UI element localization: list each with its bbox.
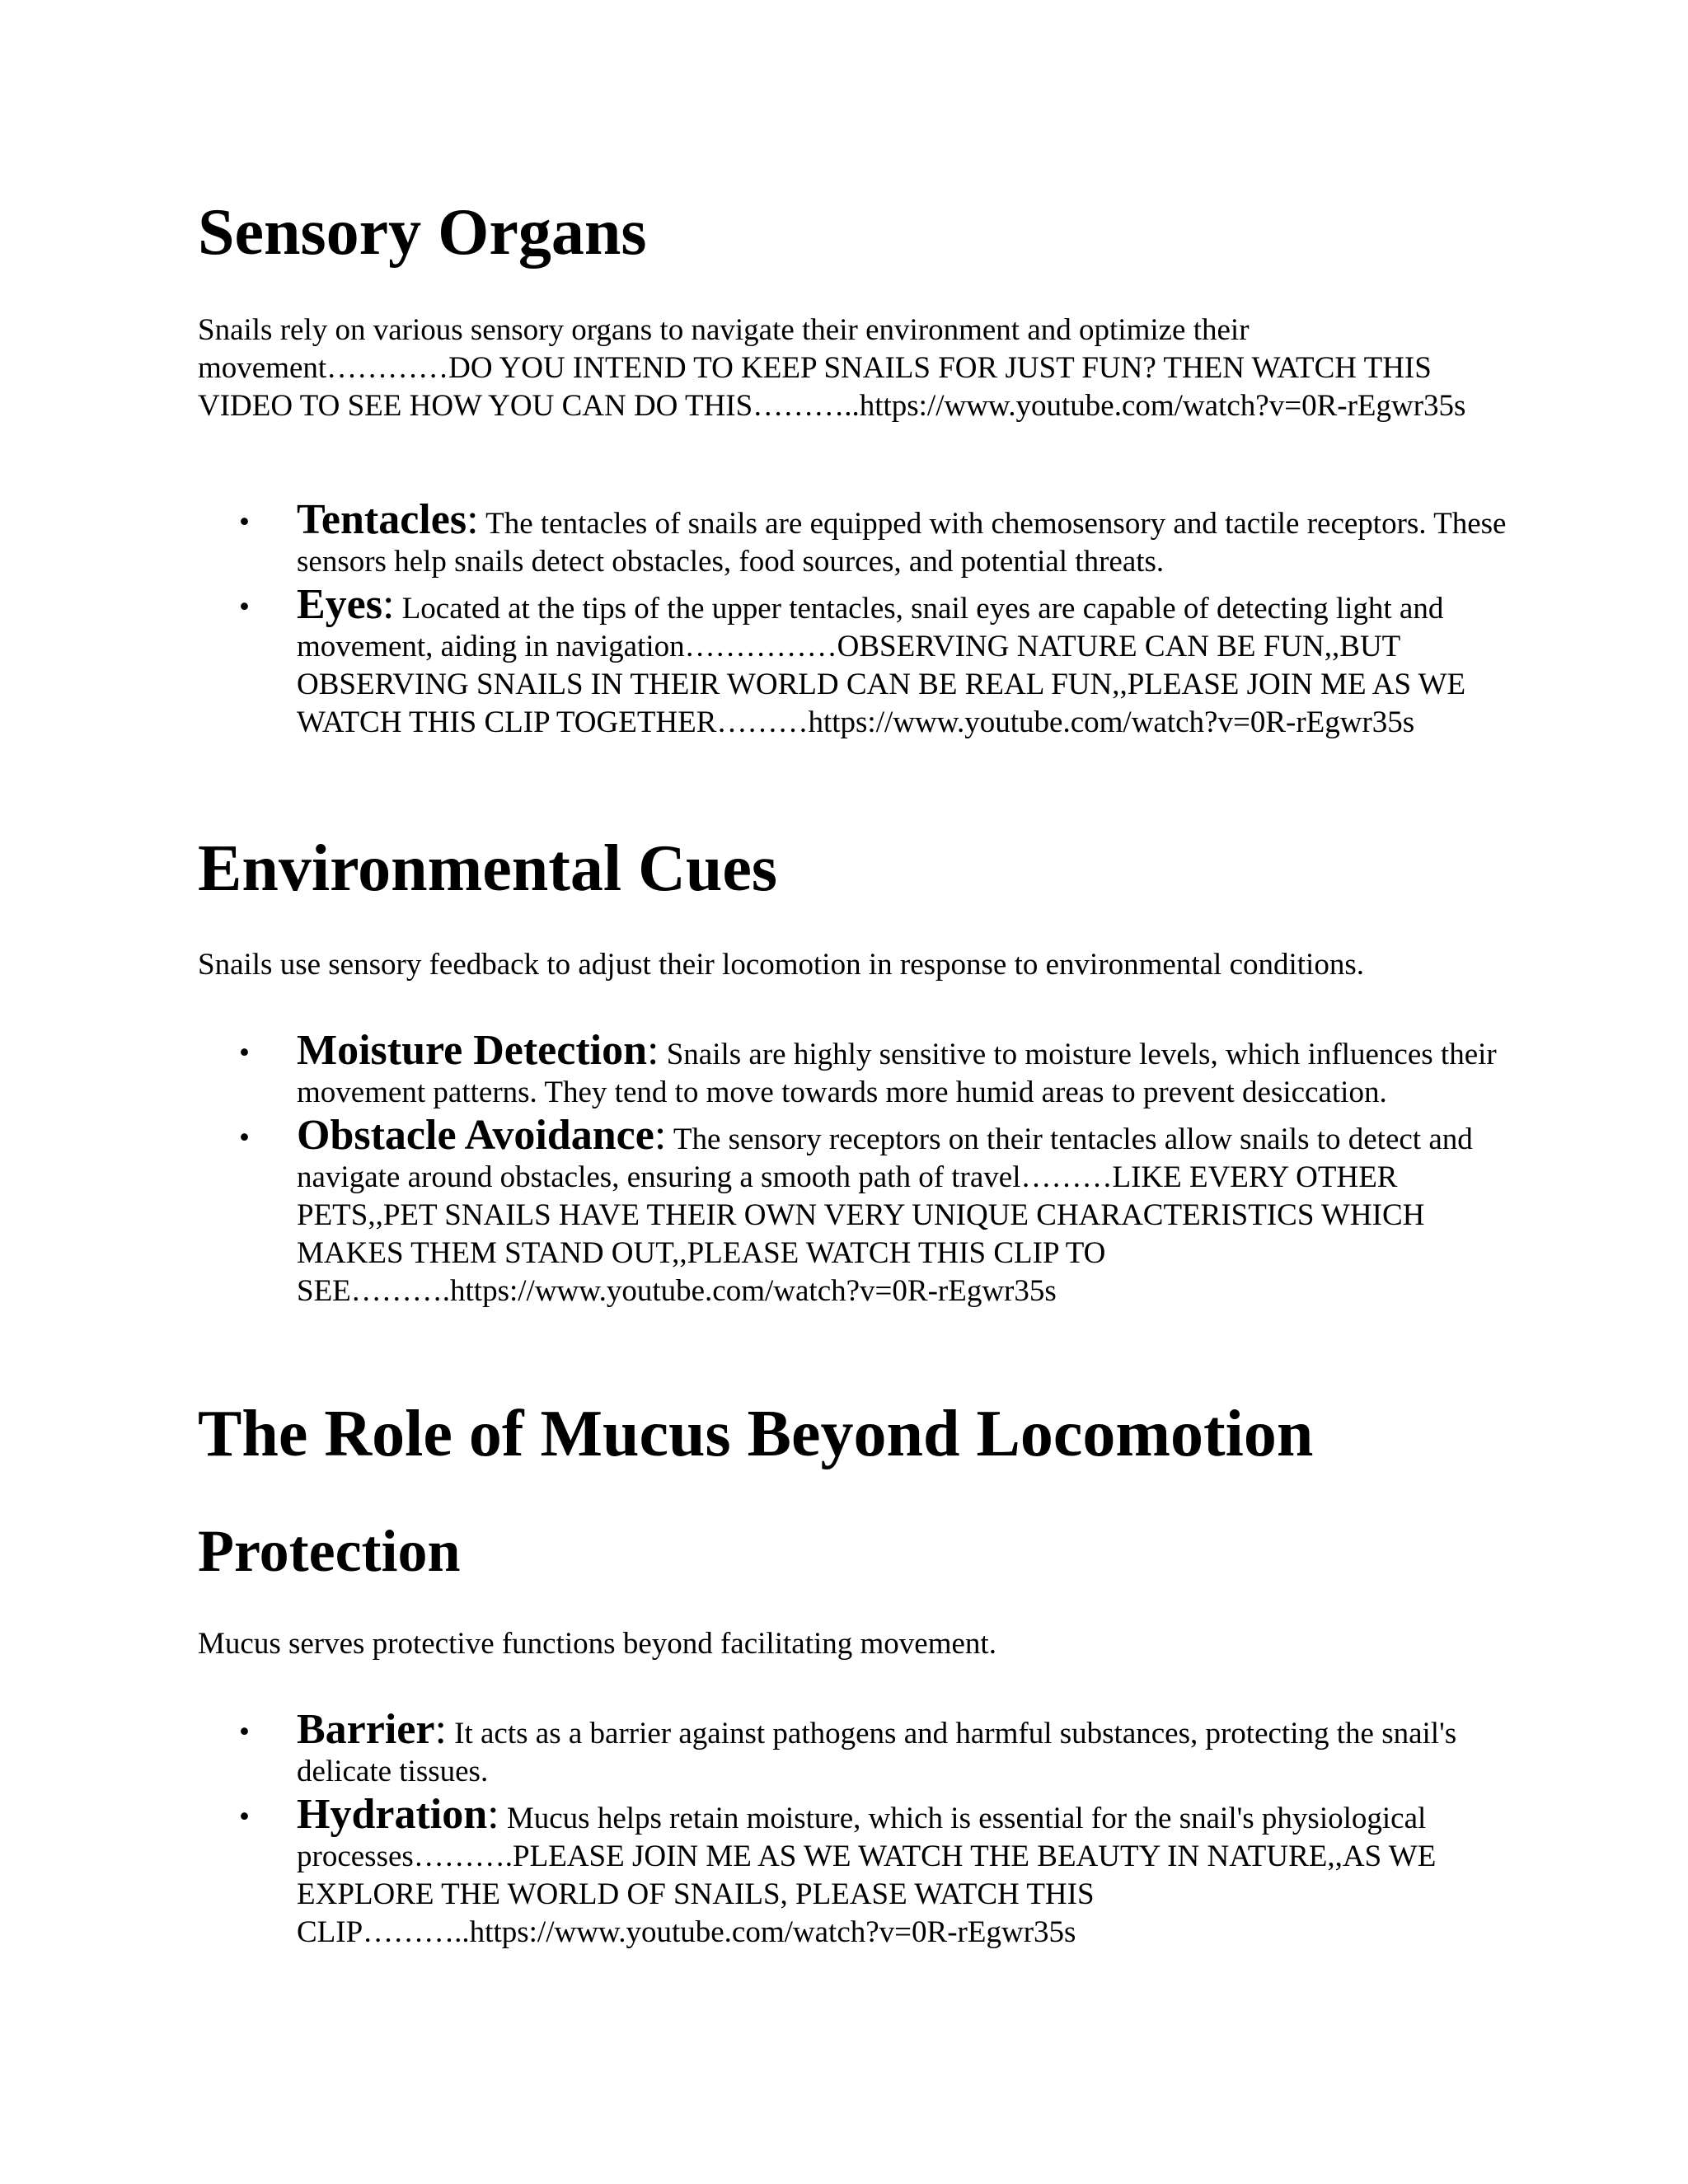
bullet-icon: • [239, 1121, 250, 1155]
bullet-icon: • [239, 505, 250, 539]
bullet-icon: • [239, 1715, 250, 1749]
item-text: Located at the tips of the upper tentacles, snail eyes are capable of detecting light and movement, aiding in navigation……………OBSERVING NATURE CAN BE FUN,,BUT OBSERVING SNAILS IN THEIR WORLD CAN BE REAL FUN,,PLEASE JOIN ME AS WE WATCH THIS CLIP TOGETHER………https://www.youtube.com/watch?v=0R-rEgwr35s [297, 592, 1466, 739]
heading-environmental-cues: Environmental Cues [198, 832, 778, 905]
list-sensory-organs [198, 496, 1517, 747]
item-text: The tentacles of snails are equipped with chemosensory and tactile receptors. These sensors help snails detect obstacles, food sources, and potential threats. [297, 507, 1507, 579]
subheading-protection: Protection [198, 1518, 461, 1584]
item-text: It acts as a barrier against pathogens and harmful substances, protecting the snail's delicate tissues. [297, 1717, 1457, 1788]
term-hydration: Hydration [297, 1791, 488, 1838]
bullet-icon: • [239, 1800, 250, 1834]
list-item: • Moisture Detection: Snails are highly sensitive to moisture levels, which influences their movement patterns. They tend to move towards more humid areas to prevent desiccation. [239, 1027, 1497, 1109]
list-item: • Tentacles: The tentacles of snails are equipped with chemosensory and tactile receptors. These sensors help snails detect obstacles, food sources, and potential threats. [239, 496, 1507, 579]
term-tentacles: Tentacles [297, 496, 467, 543]
bullet-icon: • [239, 590, 250, 624]
heading-role-of-mucus: The Role of Mucus Beyond Locomotion [198, 1398, 1314, 1470]
list-environmental-cues [198, 1027, 1517, 1315]
item-text: Snails are highly sensitive to moisture levels, which influences their movement patterns. They tend to move towards more humid areas to prevent desiccation. [297, 1038, 1497, 1109]
item-text: Mucus helps retain moisture, which is essential for the snail's physiological processes……….PLEASE JOIN ME AS WE WATCH THE BEAUTY IN NATURE,,AS WE EXPLORE THE WORLD OF SNAILS, PLEASE WATCH THIS CLIP………..https://www.youtube.com/watch?v=0R-rEgwr35s [297, 1802, 1437, 1949]
item-text: The sensory receptors on their tentacles allow snails to detect and navigate around obstacles, ensuring a smooth path of travel………LIKE EVERY OTHER PETS,,PET SNAILS HAVE THEIR OWN VERY UNIQUE CHARACTERISTICS WHICH MAKES THEM STAND OUT,,PLEASE WATCH THIS CLIP TO SEE……….https://www.youtube.com/watch?v=0R-rEgwr35s [297, 1122, 1473, 1308]
term-moisture-detection: Moisture Detection [297, 1027, 648, 1074]
list-item: • Hydration: Mucus helps retain moisture, which is essential for the snail's physiological processes……….PLEASE JOIN ME AS WE WATCH THE BEAUTY IN NATURE,,AS WE EXPLORE THE WORLD OF SNAILS, PLEASE WATCH THIS CLIP………..https://www.youtube.com/watch?v=0R-rEgwr35s [239, 1791, 1437, 1949]
intro-environmental-cues: Snails use sensory feedback to adjust their locomotion in response to environmental conditions. [198, 948, 1364, 982]
list-item: • Barrier: It acts as a barrier against pathogens and harmful substances, protecting the snail's delicate tissues. [239, 1706, 1457, 1788]
bullet-icon: • [239, 1036, 250, 1070]
list-protection [198, 1706, 1517, 1957]
list-item: • Obstacle Avoidance: The sensory receptors on their tentacles allow snails to detect and navigate around obstacles, ensuring a smooth path of travel………LIKE EVERY OTHER PETS,,PET SNAILS HAVE THEIR OWN VERY UNIQUE CHARACTERISTICS WHICH MAKES THEM STAND OUT,,PLEASE WATCH THIS CLIP TO SEE……….https://www.youtube.com/watch?v=0R-rEgwr35s [239, 1112, 1473, 1308]
term-barrier: Barrier [297, 1706, 435, 1753]
list-item: • Eyes: Located at the tips of the upper tentacles, snail eyes are capable of detecting light and movement, aiding in navigation……………OBSERVING NATURE CAN BE FUN,,BUT OBSERVING SNAILS IN THEIR WORLD CAN BE REAL FUN,,PLEASE JOIN ME AS WE WATCH THIS CLIP TOGETHER………https://www.youtube.com/watch?v=0R-rEgwr35s [239, 581, 1466, 739]
heading-sensory-organs: Sensory Organs [198, 196, 647, 269]
intro-protection: Mucus serves protective functions beyond facilitating movement. [198, 1627, 996, 1661]
intro-sensory-organs: Snails rely on various sensory organs to navigate their environment and optimize their movement…………DO YOU INTEND TO KEEP SNAILS FOR JUST FUN? THEN WATCH THIS VIDEO TO SEE HOW YOU CAN DO THIS………..https://www.youtube.com/watch?v=0R-rEgwr35s [198, 313, 1466, 423]
term-eyes: Eyes [297, 581, 382, 628]
term-obstacle-avoidance: Obstacle Avoidance [297, 1112, 654, 1159]
